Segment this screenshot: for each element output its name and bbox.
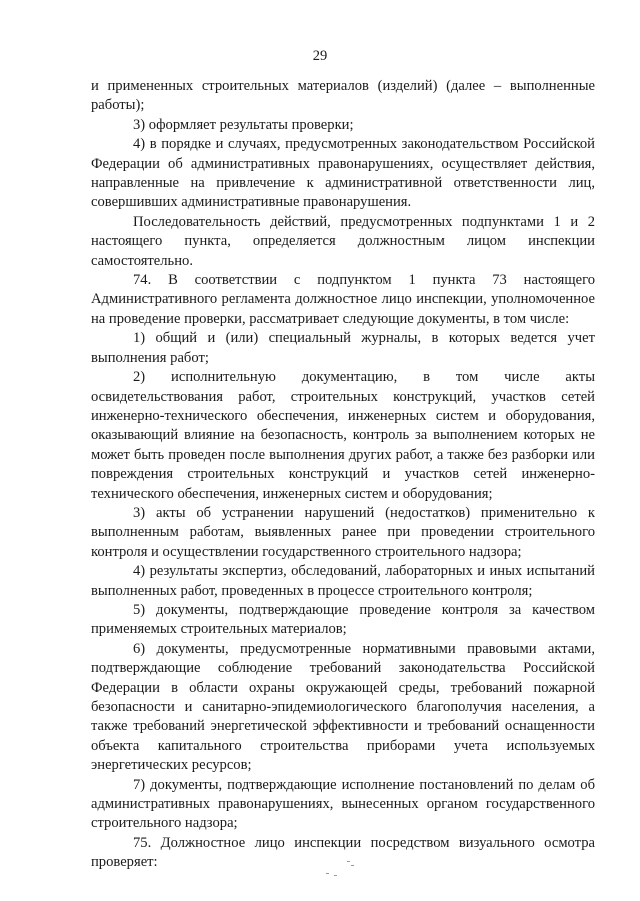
paragraph-clause-74: 74. В соответствии с подпунктом 1 пункта 73 настоящего Административного регламента должностное лицо инспекции, уполномоченное на проведение проверки, рассматривает следующие документы, в том числе: [91,272,595,327]
scan-speck [326,873,329,874]
scan-speck [347,861,350,862]
paragraph-item-4: 4) в порядке и случаях, предусмотренных законодательством Российской Федерации об административных правонарушениях, осуществляет действия, направленные на привлечение к административной ответственности лиц, совершивших административные правонарушения. [91,136,595,211]
paragraph-continuation: и примененных строительных материалов (изделий) (далее – выполненные работы); [91,78,595,114]
paragraph-item-3: 3) оформляет результаты проверки; [133,116,354,133]
paragraph-doc-item-1: 1) общий и (или) специальный журналы, в которых ведется учет выполнения работ; [91,330,595,366]
page-number: 29 [312,48,328,64]
document-body [91,77,595,873]
paragraph-doc-item-6: 6) документы, предусмотренные нормативными правовыми актами, подтверждающие соблюдение требований законодательства Российской Федерации в области охраны окружающей среды, требований пожарной безопасности и санитарно-эпидемиологического благополучия населения, а также требований энергетической эффективности и требований оснащенности объекта капитального строительства приборами учета используемых энергетических ресурсов; [91,640,595,774]
paragraph-doc-item-4: 4) результаты экспертиз, обследований, лабораторных и иных испытаний выполненных работ, проведенных в процессе строительного контроля; [91,563,595,599]
paragraph-doc-item-5: 5) документы, подтверждающие проведение контроля за качеством применяемых строительных материалов; [91,601,595,638]
paragraph-doc-item-2: 2) исполнительную документацию, в том числе акты освидетельствования работ, строительных конструкций, участков сетей инженерно-технического обеспечения, инженерных систем и оборудования, оказывающий влияние на безопасность, контроль за выполнением которых не может быть проведен после выполнения других работ, а также без разборки или повреждения строительных конструкций и участков сетей инженерно-технического обеспечения, инженерных систем и оборудования; [91,369,595,502]
paragraph-clause-75: 75. Должностное лицо инспекции посредством визуального осмотра проверяет: [91,834,595,871]
scan-speck [334,875,337,876]
paragraph-doc-item-7: 7) документы, подтверждающие исполнение постановлений по делам об административных правонарушениях, вынесенных органом государственного строительного надзора; [91,776,595,832]
paragraph-doc-item-3: 3) акты об устранении нарушений (недостатков) применительно к выполненным работам, выявленных ранее при проведении строительного контроля и осуществлении государственного строительного надзора; [91,504,595,560]
paragraph-sequence-note: Последовательность действий, предусмотренных подпунктами 1 и 2 настоящего пункта, определяется должностным лицом инспекции самостоятельно. [91,213,595,269]
scan-speck [351,865,354,866]
